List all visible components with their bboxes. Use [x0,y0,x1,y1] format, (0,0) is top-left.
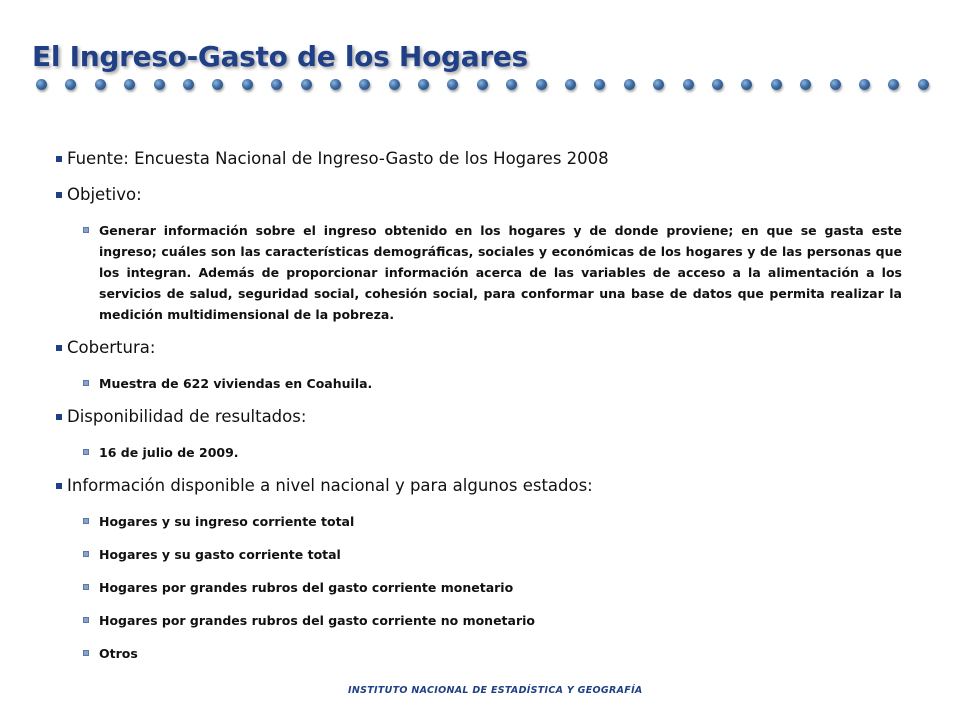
square-sub-bullet-icon [83,449,89,455]
divider-dot-icon [330,79,341,90]
divider-dot-icon [154,79,165,90]
divider-dot-icon [359,79,370,90]
divider-dot-icon [65,79,76,90]
divider-dot-icon [653,79,664,90]
divider-dot-icon [95,79,106,90]
fuente-text: Fuente: Encuesta Nacional de Ingreso-Gasto de los Hogares 2008 [67,149,609,168]
divider-dot-icon [594,79,605,90]
divider-dot-icon [418,79,429,90]
divider-dot-icon [212,79,223,90]
divider-dot-icon [888,79,899,90]
square-sub-bullet-icon [83,518,89,524]
bullet-disponibilidad [56,406,902,428]
divider-dot-icon [477,79,488,90]
disponibilidad-heading: Disponibilidad de resultados: [67,407,307,426]
divider-dot-icon [447,79,458,90]
divider-dot-icon [536,79,547,90]
divider-dot-icon [771,79,782,90]
divider-dot-icon [565,79,576,90]
sub-bullet-disponibilidad [56,442,902,463]
square-bullet-icon [56,414,62,420]
disponibilidad-text: 16 de julio de 2009. [99,445,239,460]
square-bullet-icon [56,156,62,162]
bullet-cobertura [56,337,902,359]
divider-dot-icon [859,79,870,90]
sub-bullet-informacion [56,511,902,532]
sub-bullet-cobertura [56,373,902,394]
divider-dot-icon [741,79,752,90]
divider-dot-icon [242,79,253,90]
divider-dot-icon [36,79,47,90]
divider-dot-icon [830,79,841,90]
informacion-heading: Información disponible a nivel nacional y para algunos estados: [67,476,593,495]
informacion-item: Hogares por grandes rubros del gasto corriente monetario [99,580,514,595]
divider-dot-icon [506,79,517,90]
divider-dot-icon [683,79,694,90]
sub-bullet-informacion [56,577,902,598]
bullet-informacion [56,475,902,497]
square-sub-bullet-icon [83,380,89,386]
divider-dot-icon [301,79,312,90]
sub-bullet-informacion [56,643,902,664]
title-dot-divider [36,79,947,90]
divider-dot-icon [624,79,635,90]
informacion-item: Otros [99,646,138,661]
objetivo-heading: Objetivo: [67,185,142,204]
footer-institution: INSTITUTO NACIONAL DE ESTADÍSTICA Y GEOGRAFÍA [348,685,643,696]
square-sub-bullet-icon [83,227,89,233]
square-sub-bullet-icon [83,617,89,623]
cobertura-heading: Cobertura: [67,338,156,357]
bullet-fuente [56,148,902,170]
sub-bullet-informacion [56,610,902,631]
divider-dot-icon [389,79,400,90]
bullet-objetivo [56,184,902,206]
divider-dot-icon [183,79,194,90]
square-sub-bullet-icon [83,551,89,557]
sub-bullet-informacion [56,544,902,565]
square-bullet-icon [56,192,62,198]
slide-content [56,148,902,676]
square-bullet-icon [56,345,62,351]
objetivo-text: Generar información sobre el ingreso obtenido en los hogares y de donde proviene; en que se gasta este ingreso; cuáles son las características demográficas, sociales y económicas de los hogares y de las personas que los integran. Además de proporcionar información acerca de las variables de acceso a la alimentación a los servicios de salud, seguridad social, cohesión social, para conformar una base de datos que permita realizar la medición multidimensional de la pobreza. [99,223,902,322]
square-bullet-icon [56,483,62,489]
cobertura-text: Muestra de 622 viviendas en Coahuila. [99,376,373,391]
informacion-item: Hogares y su ingreso corriente total [99,514,355,529]
divider-dot-icon [800,79,811,90]
sub-bullet-objetivo [56,220,902,325]
divider-dot-icon [918,79,929,90]
divider-dot-icon [124,79,135,90]
square-sub-bullet-icon [83,584,89,590]
divider-dot-icon [712,79,723,90]
square-sub-bullet-icon [83,650,89,656]
divider-dot-icon [271,79,282,90]
informacion-item: Hogares y su gasto corriente total [99,547,341,562]
slide-title: El Ingreso-Gasto de los Hogares [32,40,528,73]
informacion-item: Hogares por grandes rubros del gasto corriente no monetario [99,613,536,628]
